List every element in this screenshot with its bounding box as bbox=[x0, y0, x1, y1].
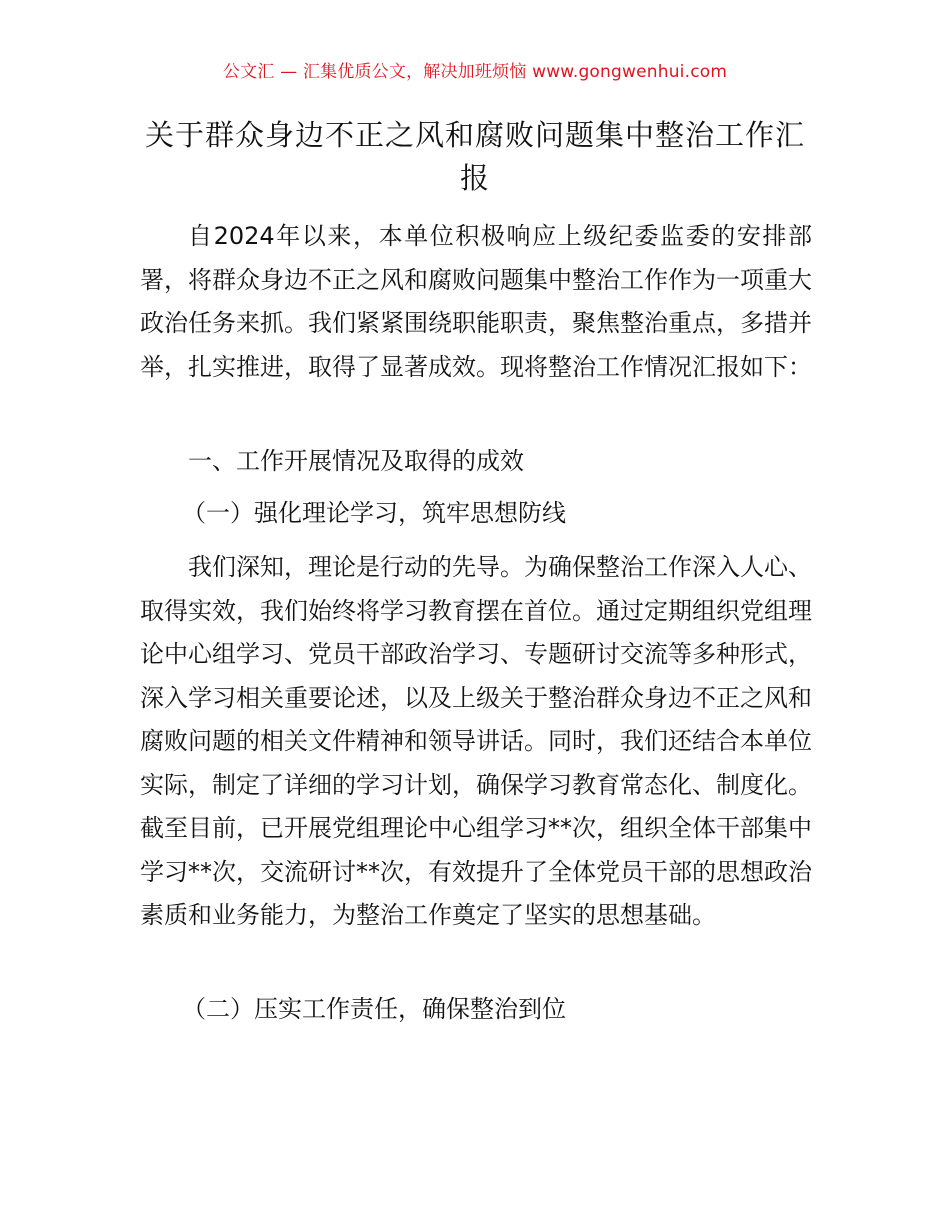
subsection-1-paragraph: 我们深知，理论是行动的先导。为确保整治工作深入人心、取得实效，我们始终将学习教育摆在首位。通过定期组织党组理论中心组学习、党员干部政治学习、专题研讨交流等多种形式，深入学习相关重要论述，以及上级关于整治群众身边不正之风和腐败问题的相关文件精神和领导讲话。同时，我们还结合本单位实际，制定了详细的学习计划，确保学习教育常态化、制度化。截至目前，已开展党组理论中心组学习**次，组织全体干部集中学习**次，交流研讨**次，有效提升了全体党员干部的思想政治素质和业务能力，为整治工作奠定了坚实的思想基础。 bbox=[140, 553, 812, 929]
intro-paragraph: 自2024年以来，本单位积极响应上级纪委监委的安排部署，将群众身边不正之风和腐败问题集中整治工作作为一项重大政治任务来抓。我们紧紧围绕职能职责，聚焦整治重点，多措并举，扎实推进，取得了显著成效。现将整治工作情况汇报如下： bbox=[140, 222, 812, 381]
subsection-heading-1: （一）强化理论学习，筑牢思想防线 bbox=[182, 499, 566, 527]
site-banner: 公文汇 — 汇集优质公文，解决加班烦恼 www.gongwenhui.com bbox=[222, 62, 728, 82]
document-title: 关于群众身边不正之风和腐败问题集中整治工作汇报 bbox=[144, 118, 805, 195]
section-heading-1: 一、工作开展情况及取得的成效 bbox=[188, 447, 524, 475]
subsection-heading-2: （二）压实工作责任，确保整治到位 bbox=[182, 995, 566, 1023]
